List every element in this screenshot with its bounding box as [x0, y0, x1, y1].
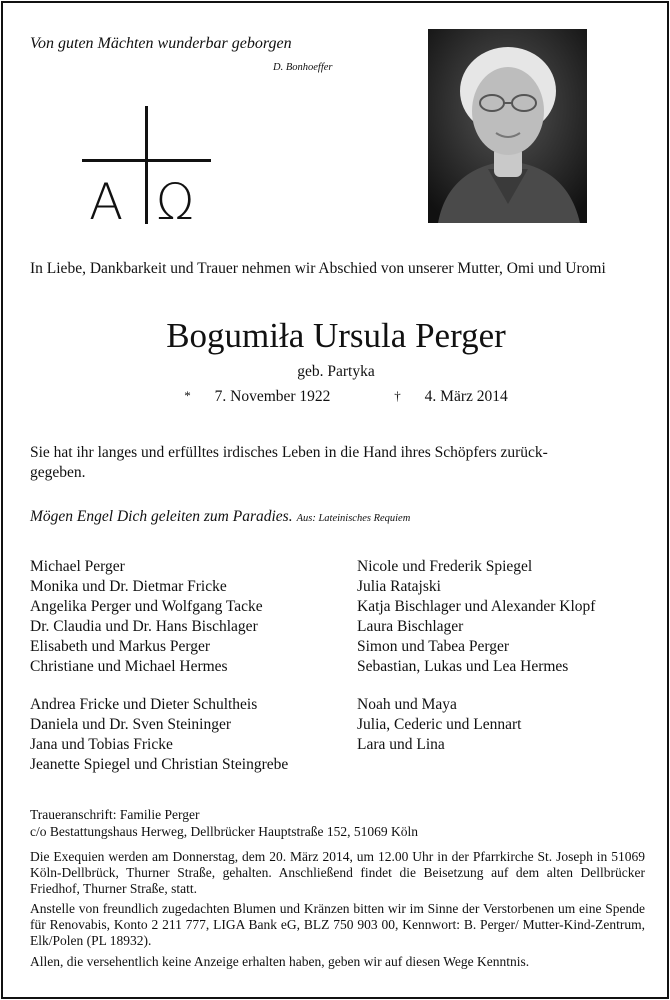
- angel-quote: [30, 508, 410, 526]
- mourner-name: Elisabeth und Markus Perger: [30, 638, 211, 655]
- angel-quote-text: Mögen Engel Dich geleiten zum Paradies.: [30, 508, 293, 525]
- mourner-name: Julia Ratajski: [357, 578, 441, 595]
- mourning-address: [30, 806, 418, 840]
- birth-symbol: *: [184, 388, 191, 403]
- notice-text: Allen, die versehentlich keine Anzeige erhalten haben, geben wir auf diesen Wege Kenntnis.: [30, 954, 530, 969]
- maiden-name: geb. Partyka: [297, 363, 375, 380]
- death-date: 4. März 2014: [424, 388, 508, 405]
- mourners-right-2: [357, 695, 521, 755]
- birth-date-group: [164, 388, 330, 406]
- cross-bar: [82, 159, 211, 162]
- mourner-name: Christiane und Michael Hermes: [30, 658, 228, 675]
- mourner-name: Jana und Tobias Fricke: [30, 736, 173, 753]
- mourner-name: Dr. Claudia und Dr. Hans Bischlager: [30, 618, 258, 635]
- cross-icon: [145, 106, 148, 224]
- mourner-name: Sebastian, Lukas und Lea Hermes: [357, 658, 569, 675]
- death-symbol: †: [394, 388, 401, 403]
- mourners-right-1: [357, 557, 595, 677]
- motto-author: D. Bonhoeffer: [273, 62, 333, 73]
- mourner-name: Jeanette Spiegel und Christian Steingrebe: [30, 756, 289, 773]
- intro-text: In Liebe, Dankbarkeit und Trauer nehmen wir Abschied von unserer Mutter, Omi und Uromi: [30, 260, 606, 277]
- mourner-name: Laura Bischlager: [357, 618, 464, 635]
- deceased-name: Bogumiła Ursula Perger: [166, 316, 506, 355]
- obituary-frame: [1, 1, 669, 999]
- portrait-photo: [428, 29, 587, 223]
- mourner-name: Michael Perger: [30, 558, 125, 575]
- mourner-name: Lara und Lina: [357, 736, 445, 753]
- alpha-symbol: A: [89, 173, 124, 231]
- mourner-name: Daniela und Dr. Sven Steininger: [30, 716, 232, 733]
- address-line: c/o Bestattungshaus Herweg, Dellbrücker Hauptstraße 152, 51069 Köln: [30, 824, 419, 839]
- address-line: Traueranschrift: Familie Perger: [30, 807, 200, 822]
- mourners-left-2: [30, 695, 288, 775]
- birth-date: 7. November 1922: [214, 388, 331, 405]
- mourner-name: Simon und Tabea Perger: [357, 638, 510, 655]
- funeral-info: Die Exequien werden am Donnerstag, dem 20. März 2014, um 12.00 Uhr in der Pfarrkirche St. Joseph in 51069 Köln-Dellbrück, Thurner Straße, gehalten. Anschließend findet die Beisetzung auf dem alten Dellbrücker Friedhof, Thurner Straße, statt.: [30, 849, 645, 896]
- mourner-name: Julia, Cederic und Lennart: [357, 716, 522, 733]
- motto-quote: Von guten Mächten wunderbar geborgen: [30, 35, 292, 52]
- mourner-name: Andrea Fricke und Dieter Schultheis: [30, 696, 258, 713]
- mourner-name: Noah und Maya: [357, 696, 457, 713]
- angel-quote-source: Aus: Lateinisches Requiem: [296, 513, 411, 524]
- mourner-name: Nicole und Frederik Spiegel: [357, 558, 533, 575]
- mourner-name: Monika und Dr. Dietmar Fricke: [30, 578, 227, 595]
- mourner-name: Angelika Perger und Wolfgang Tacke: [30, 598, 263, 615]
- mourner-name: Katja Bischlager und Alexander Klopf: [357, 598, 596, 615]
- death-date-group: [374, 388, 507, 406]
- life-text: Sie hat ihr langes und erfülltes irdisches Leben in die Hand ihres Schöpfers zurück- gegeben.: [30, 444, 548, 481]
- life-dates: [3, 388, 669, 406]
- mourners-left-1: [30, 557, 263, 677]
- donation-info: Anstelle von freundlich zugedachten Blumen und Kränzen bitten wir im Sinne der Verstorbenen um eine Spende für Renovabis, Konto 2 211 777, LIGA Bank eG, BLZ 750 903 00, Kennwort: B. Perger/ Mutter-Kind-Zentrum, Elk/Polen (PL 18932).: [30, 901, 645, 948]
- omega-symbol: Ω: [156, 173, 195, 231]
